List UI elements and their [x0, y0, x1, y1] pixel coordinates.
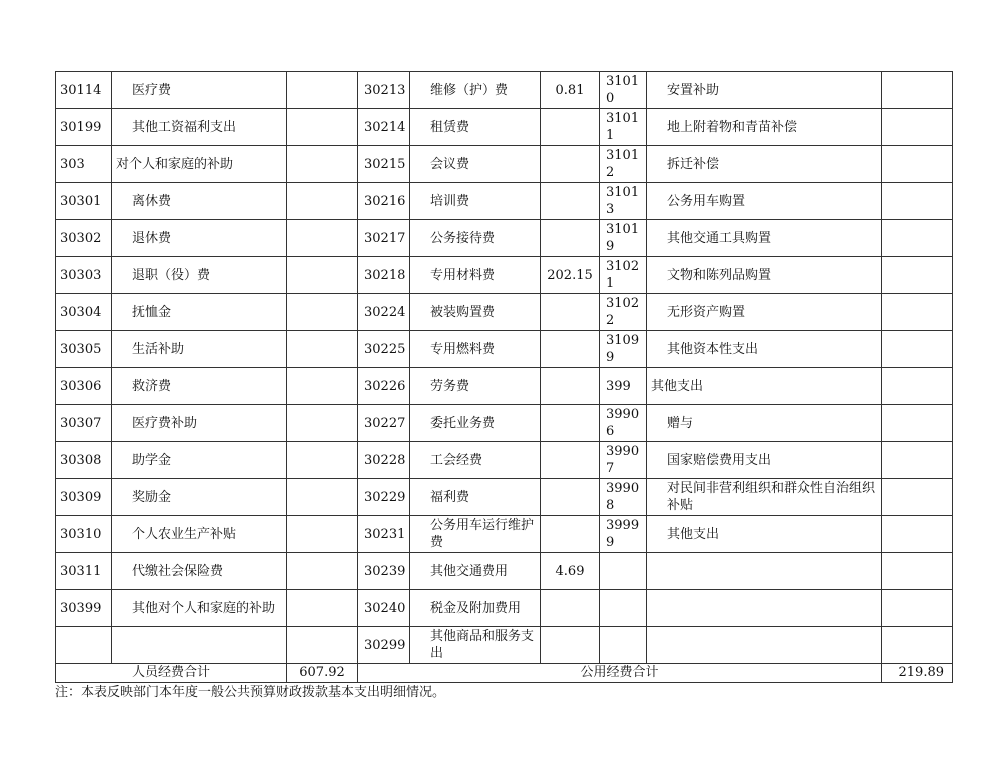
item-name: 其他交通工具购置	[647, 220, 882, 257]
item-amount	[882, 220, 953, 257]
item-amount	[882, 146, 953, 183]
table-row	[56, 257, 953, 294]
item-amount	[541, 627, 600, 664]
item-code: 30301	[56, 183, 112, 220]
item-code: 31099	[600, 331, 647, 368]
table-row	[56, 627, 953, 664]
item-code: 30216	[358, 183, 410, 220]
item-amount	[541, 442, 600, 479]
item-name: 文物和陈列品购置	[647, 257, 882, 294]
item-code: 39907	[600, 442, 647, 479]
item-amount	[882, 331, 953, 368]
item-name: 对个人和家庭的补助	[112, 146, 287, 183]
item-amount	[541, 220, 600, 257]
item-name: 对民间非营利组织和群众性自治组织补贴	[647, 479, 882, 516]
item-amount	[541, 294, 600, 331]
item-code: 30307	[56, 405, 112, 442]
expenditure-detail-table	[55, 71, 953, 683]
item-amount	[882, 368, 953, 405]
table-row	[56, 405, 953, 442]
item-amount	[287, 72, 358, 109]
item-amount	[882, 479, 953, 516]
item-code: 30310	[56, 516, 112, 553]
item-code: 303	[56, 146, 112, 183]
item-amount	[287, 146, 358, 183]
item-name	[647, 553, 882, 590]
item-name: 公务用车购置	[647, 183, 882, 220]
public-total-label: 公用经费合计	[358, 664, 882, 683]
item-amount	[287, 516, 358, 553]
item-name: 福利费	[410, 479, 541, 516]
item-code: 30305	[56, 331, 112, 368]
item-code: 30215	[358, 146, 410, 183]
item-amount	[541, 479, 600, 516]
item-code: 39999	[600, 516, 647, 553]
item-name: 赠与	[647, 405, 882, 442]
table-row	[56, 590, 953, 627]
item-amount	[541, 368, 600, 405]
item-amount	[287, 442, 358, 479]
item-code: 30228	[358, 442, 410, 479]
item-name: 其他资本性支出	[647, 331, 882, 368]
public-total-value: 219.89	[882, 664, 953, 683]
item-name: 税金及附加费用	[410, 590, 541, 627]
item-code: 30214	[358, 109, 410, 146]
item-name: 地上附着物和青苗补偿	[647, 109, 882, 146]
item-amount	[287, 220, 358, 257]
item-name: 租赁费	[410, 109, 541, 146]
item-name: 其他支出	[647, 516, 882, 553]
personnel-total-label: 人员经费合计	[56, 664, 287, 683]
item-amount	[287, 368, 358, 405]
item-code: 30231	[358, 516, 410, 553]
item-amount	[287, 553, 358, 590]
item-amount	[287, 479, 358, 516]
item-name	[647, 590, 882, 627]
item-amount	[287, 590, 358, 627]
item-name: 委托业务费	[410, 405, 541, 442]
table-row	[56, 183, 953, 220]
item-name: 会议费	[410, 146, 541, 183]
item-amount	[287, 257, 358, 294]
item-name: 公务用车运行维护费	[410, 516, 541, 553]
item-amount	[541, 183, 600, 220]
item-code: 30239	[358, 553, 410, 590]
item-name: 医疗费	[112, 72, 287, 109]
item-code: 30299	[358, 627, 410, 664]
item-name: 其他交通费用	[410, 553, 541, 590]
table-row	[56, 109, 953, 146]
item-amount: 0.81	[541, 72, 600, 109]
item-amount	[882, 257, 953, 294]
item-amount	[287, 627, 358, 664]
item-name: 专用材料费	[410, 257, 541, 294]
item-code: 31012	[600, 146, 647, 183]
item-name: 救济费	[112, 368, 287, 405]
item-amount	[287, 331, 358, 368]
item-amount	[882, 553, 953, 590]
item-code: 30226	[358, 368, 410, 405]
item-code: 30199	[56, 109, 112, 146]
item-code: 30213	[358, 72, 410, 109]
item-code	[600, 553, 647, 590]
item-code: 30399	[56, 590, 112, 627]
item-name: 工会经费	[410, 442, 541, 479]
item-name: 国家赔偿费用支出	[647, 442, 882, 479]
item-name: 其他工资福利支出	[112, 109, 287, 146]
item-code	[600, 627, 647, 664]
item-name: 维修（护）费	[410, 72, 541, 109]
item-amount	[882, 294, 953, 331]
item-amount	[287, 109, 358, 146]
item-code: 31019	[600, 220, 647, 257]
item-code: 31013	[600, 183, 647, 220]
item-name: 代缴社会保险费	[112, 553, 287, 590]
item-code: 30225	[358, 331, 410, 368]
item-code: 30306	[56, 368, 112, 405]
table-row	[56, 220, 953, 257]
item-name: 退职（役）费	[112, 257, 287, 294]
item-code: 30311	[56, 553, 112, 590]
item-amount	[882, 405, 953, 442]
item-name: 医疗费补助	[112, 405, 287, 442]
item-name: 离休费	[112, 183, 287, 220]
item-code: 31021	[600, 257, 647, 294]
item-code: 30304	[56, 294, 112, 331]
item-name: 公务接待费	[410, 220, 541, 257]
item-amount	[287, 294, 358, 331]
item-code: 30240	[358, 590, 410, 627]
item-amount	[882, 72, 953, 109]
item-name: 其他商品和服务支出	[410, 627, 541, 664]
item-code: 30114	[56, 72, 112, 109]
item-amount	[882, 109, 953, 146]
table-row	[56, 553, 953, 590]
item-name: 培训费	[410, 183, 541, 220]
table-row	[56, 479, 953, 516]
table-row	[56, 368, 953, 405]
item-code: 30227	[358, 405, 410, 442]
item-name: 被装购置费	[410, 294, 541, 331]
item-amount	[541, 331, 600, 368]
item-name	[112, 627, 287, 664]
item-amount	[541, 405, 600, 442]
item-name: 奖励金	[112, 479, 287, 516]
table-row	[56, 294, 953, 331]
table-footnote: 注：本表反映部门本年度一般公共预算财政拨款基本支出明细情况。	[55, 685, 446, 700]
item-name: 抚恤金	[112, 294, 287, 331]
item-name: 助学金	[112, 442, 287, 479]
item-code: 30218	[358, 257, 410, 294]
item-amount: 4.69	[541, 553, 600, 590]
item-code: 399	[600, 368, 647, 405]
item-name: 其他对个人和家庭的补助	[112, 590, 287, 627]
item-amount	[882, 442, 953, 479]
table-row	[56, 442, 953, 479]
item-name: 个人农业生产补贴	[112, 516, 287, 553]
item-code: 30308	[56, 442, 112, 479]
item-code: 31010	[600, 72, 647, 109]
table-row	[56, 146, 953, 183]
item-amount	[882, 183, 953, 220]
item-amount	[541, 516, 600, 553]
item-code: 30302	[56, 220, 112, 257]
item-amount: 202.15	[541, 257, 600, 294]
item-name: 安置补助	[647, 72, 882, 109]
item-amount	[882, 590, 953, 627]
item-name: 劳务费	[410, 368, 541, 405]
item-amount	[287, 183, 358, 220]
personnel-total-value: 607.92	[287, 664, 358, 683]
item-name: 专用燃料费	[410, 331, 541, 368]
item-amount	[541, 146, 600, 183]
item-name	[647, 627, 882, 664]
item-name: 拆迁补偿	[647, 146, 882, 183]
item-code: 30224	[358, 294, 410, 331]
item-name: 退休费	[112, 220, 287, 257]
item-amount	[541, 590, 600, 627]
item-amount	[882, 627, 953, 664]
item-code: 31011	[600, 109, 647, 146]
item-name: 其他支出	[647, 368, 882, 405]
item-code: 30303	[56, 257, 112, 294]
item-amount	[882, 516, 953, 553]
item-name: 生活补助	[112, 331, 287, 368]
item-code: 31022	[600, 294, 647, 331]
table-row	[56, 516, 953, 553]
item-code: 30309	[56, 479, 112, 516]
table-row	[56, 331, 953, 368]
item-amount	[541, 109, 600, 146]
item-code: 39906	[600, 405, 647, 442]
table-row	[56, 72, 953, 109]
totals-row	[56, 664, 953, 683]
item-code	[600, 590, 647, 627]
item-code: 30217	[358, 220, 410, 257]
item-amount	[287, 405, 358, 442]
item-code: 30229	[358, 479, 410, 516]
item-name: 无形资产购置	[647, 294, 882, 331]
item-code	[56, 627, 112, 664]
item-code: 39908	[600, 479, 647, 516]
